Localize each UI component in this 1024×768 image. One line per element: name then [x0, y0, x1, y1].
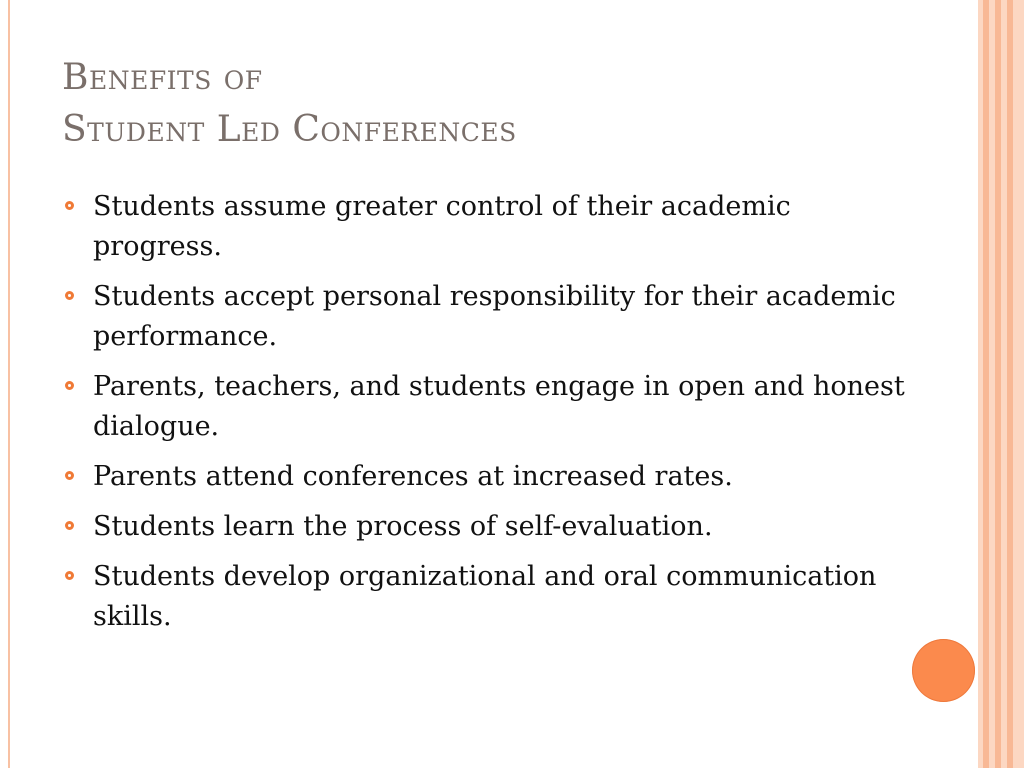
slide-title: [62, 52, 942, 156]
right-stripe: [1013, 0, 1024, 768]
bullet-text: Parents, teachers, and students engage in open and honest dialogue.: [93, 371, 905, 442]
bullet-item: [62, 187, 922, 267]
orange-circle-decoration: [912, 639, 975, 702]
bullet-item: [62, 507, 922, 547]
bullet-item: [62, 557, 922, 637]
bullet-item: [62, 457, 922, 497]
bullet-item: [62, 367, 922, 447]
bullet-text: Students develop organizational and oral communication skills.: [93, 561, 877, 632]
bullet-list: [62, 187, 922, 647]
bullet-item: [62, 277, 922, 357]
title-line-2: Student Led Conferences: [62, 109, 517, 150]
title-line-1: Benefits of: [62, 57, 263, 98]
bullet-text: Students accept personal responsibility for their academic performance.: [93, 281, 896, 352]
orange-ring-bullet-icon: [65, 471, 74, 480]
bullet-text: Students assume greater control of their academic progress.: [93, 191, 791, 262]
orange-ring-bullet-icon: [65, 381, 74, 390]
left-accent-line: [8, 0, 10, 768]
orange-ring-bullet-icon: [65, 291, 74, 300]
orange-ring-bullet-icon: [65, 571, 74, 580]
orange-ring-bullet-icon: [65, 521, 74, 530]
orange-ring-bullet-icon: [65, 201, 74, 210]
bullet-text: Students learn the process of self-evaluation.: [93, 511, 713, 542]
bullet-text: Parents attend conferences at increased rates.: [93, 461, 733, 492]
